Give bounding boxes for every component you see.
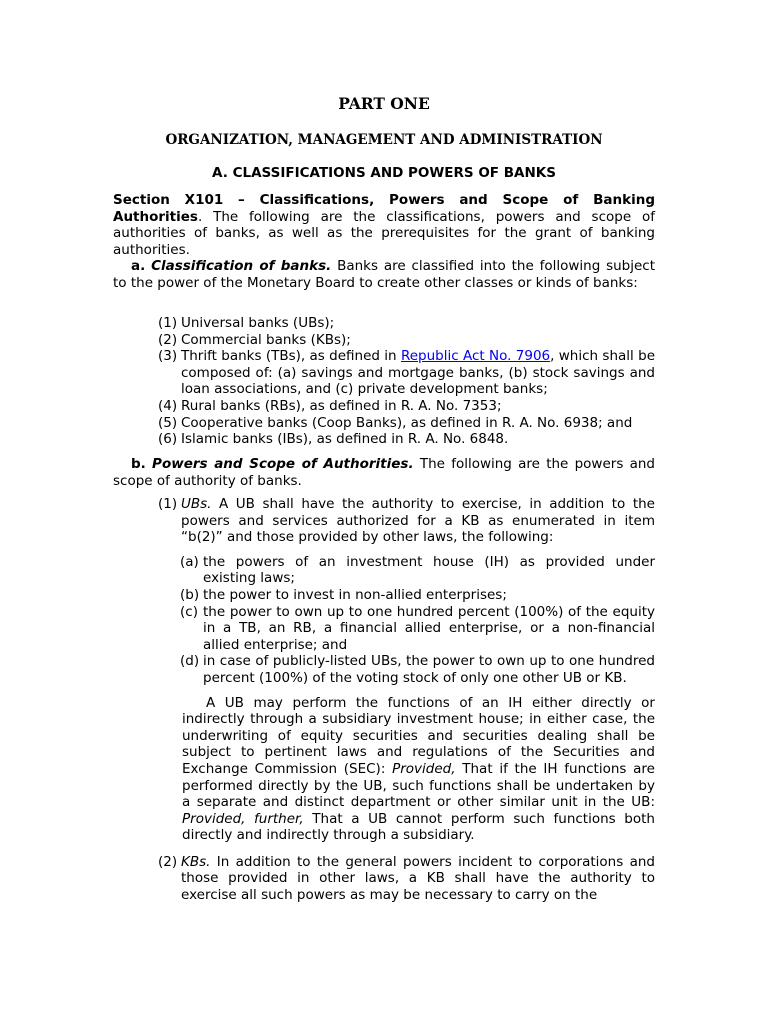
part-title: PART ONE: [338, 94, 430, 113]
item-number: (3): [158, 348, 178, 365]
sub-item-letter: (b): [180, 586, 200, 603]
ub-powers-item: [158, 496, 655, 844]
section-x101-title: Section X101 – Classifications, Powers and Scope of Banking Authorities: [113, 192, 655, 225]
section-heading: A. CLASSIFICATIONS AND POWERS OF BANKS: [212, 165, 556, 181]
list-item: [158, 348, 655, 398]
bank-classification-list: [158, 315, 655, 448]
ub-note-text: That a UB cannot perform such functions both directly and indirectly through a subsidiary.: [182, 810, 655, 844]
kb-powers-item: [158, 854, 655, 904]
sub-item-text: the power to invest in non-allied enterprises;: [203, 586, 507, 603]
sub-item-text: the power to own up to one hundred percent (100%) of the equity in a TB, an RB, a financial allied enterprise, or a non-financial allied enterprise; and: [203, 603, 655, 653]
ub-label: UBs.: [181, 496, 212, 512]
republic-act-7906-link[interactable]: Republic Act No. 7906: [400, 348, 551, 365]
sub-item-letter: (a): [180, 553, 199, 570]
item-number: (2): [158, 331, 178, 348]
sub-item-text: the powers of an investment house (IH) as provided under existing laws;: [203, 553, 655, 587]
section-x101-paragraph: [113, 192, 655, 258]
kb-text: In addition to the general powers incident to corporations and those provided in other laws, a KB shall have the authority to exercise all such powers as may be necessary to carry on the: [181, 853, 655, 904]
item-number: (2): [158, 853, 178, 870]
list-item: [158, 315, 655, 332]
list-item: [158, 332, 655, 349]
item-number: (1): [158, 315, 178, 331]
item-number: (1): [158, 496, 178, 512]
item-text: Islamic banks (IBs), as defined in R. A. No. 6848.: [181, 431, 509, 448]
proviso-label: Provided, further,: [182, 810, 304, 827]
item-number: (6): [158, 431, 178, 448]
classification-text: Banks are classified into the following subject to the power of the Monetary Board to create other classes or kinds of banks:: [113, 258, 656, 291]
ub-sub-list: [180, 554, 655, 687]
item-text: , which shall be composed of: (a) savings and mortgage banks, (b) stock savings and loan associations, and (c) private development banks;: [181, 348, 655, 398]
sub-list-item: [180, 587, 655, 604]
powers-paragraph: [113, 456, 655, 489]
item-number: (4): [158, 397, 178, 414]
powers-text: The following are the powers and scope of authority of banks.: [113, 456, 655, 489]
item-text: Rural banks (RBs), as defined in R. A. No. 7353;: [181, 397, 502, 414]
item-text: Cooperative banks (Coop Banks), as defined in R. A. No. 6938; and: [181, 414, 633, 431]
list-item: [158, 415, 655, 432]
classification-marker: a.: [131, 258, 146, 274]
classification-title: Classification of banks.: [151, 258, 332, 274]
sub-list-item: [180, 604, 655, 654]
kb-label: KBs.: [181, 853, 211, 870]
item-text: Thrift banks (TBs), as defined in: [181, 348, 401, 365]
item-text: Universal banks (UBs);: [181, 315, 335, 331]
powers-marker: b.: [131, 456, 146, 472]
organization-title: ORGANIZATION, MANAGEMENT AND ADMINISTRATION: [165, 132, 603, 148]
sub-item-letter: (d): [180, 653, 200, 670]
item-text: Commercial banks (KBs);: [181, 331, 351, 348]
classification-paragraph: [113, 258, 655, 291]
sub-list-item: [180, 653, 655, 686]
item-number: (5): [158, 414, 178, 431]
ub-text: A UB shall have the authority to exercise, in addition to the powers and services authorized for a KB as enumerated in item “b(2)” and those provided by other laws, the following:: [181, 496, 655, 546]
ub-note-text: That if the IH functions are performed directly by the UB, such functions shall be undertaken by a separate and distinct department or other similar unit in the UB:: [182, 760, 655, 811]
ub-note-paragraph: [182, 695, 655, 844]
powers-title: Powers and Scope of Authorities.: [152, 456, 414, 472]
powers-list: [158, 496, 655, 904]
list-item: [158, 398, 655, 415]
proviso-label: Provided,: [392, 760, 456, 777]
list-item: [158, 431, 655, 448]
sub-item-letter: (c): [180, 603, 198, 620]
ub-note-text: A UB may perform the functions of an IH either directly or indirectly through a subsidiary investment house; in either case, the underwriting of equity securities and securities dealing shall be subject to pertinent laws and regulations of the Securities and Exchange Commission (SEC):: [182, 694, 655, 777]
sub-list-item: [180, 554, 655, 587]
section-x101-text: . The following are the classifications, powers and scope of authorities of banks, as well as the prerequisites for the grant of banking authorities.: [113, 208, 655, 258]
sub-item-text: in case of publicly-listed UBs, the power to own up to one hundred percent (100%) of the voting stock of only one other UB or KB.: [203, 653, 655, 686]
